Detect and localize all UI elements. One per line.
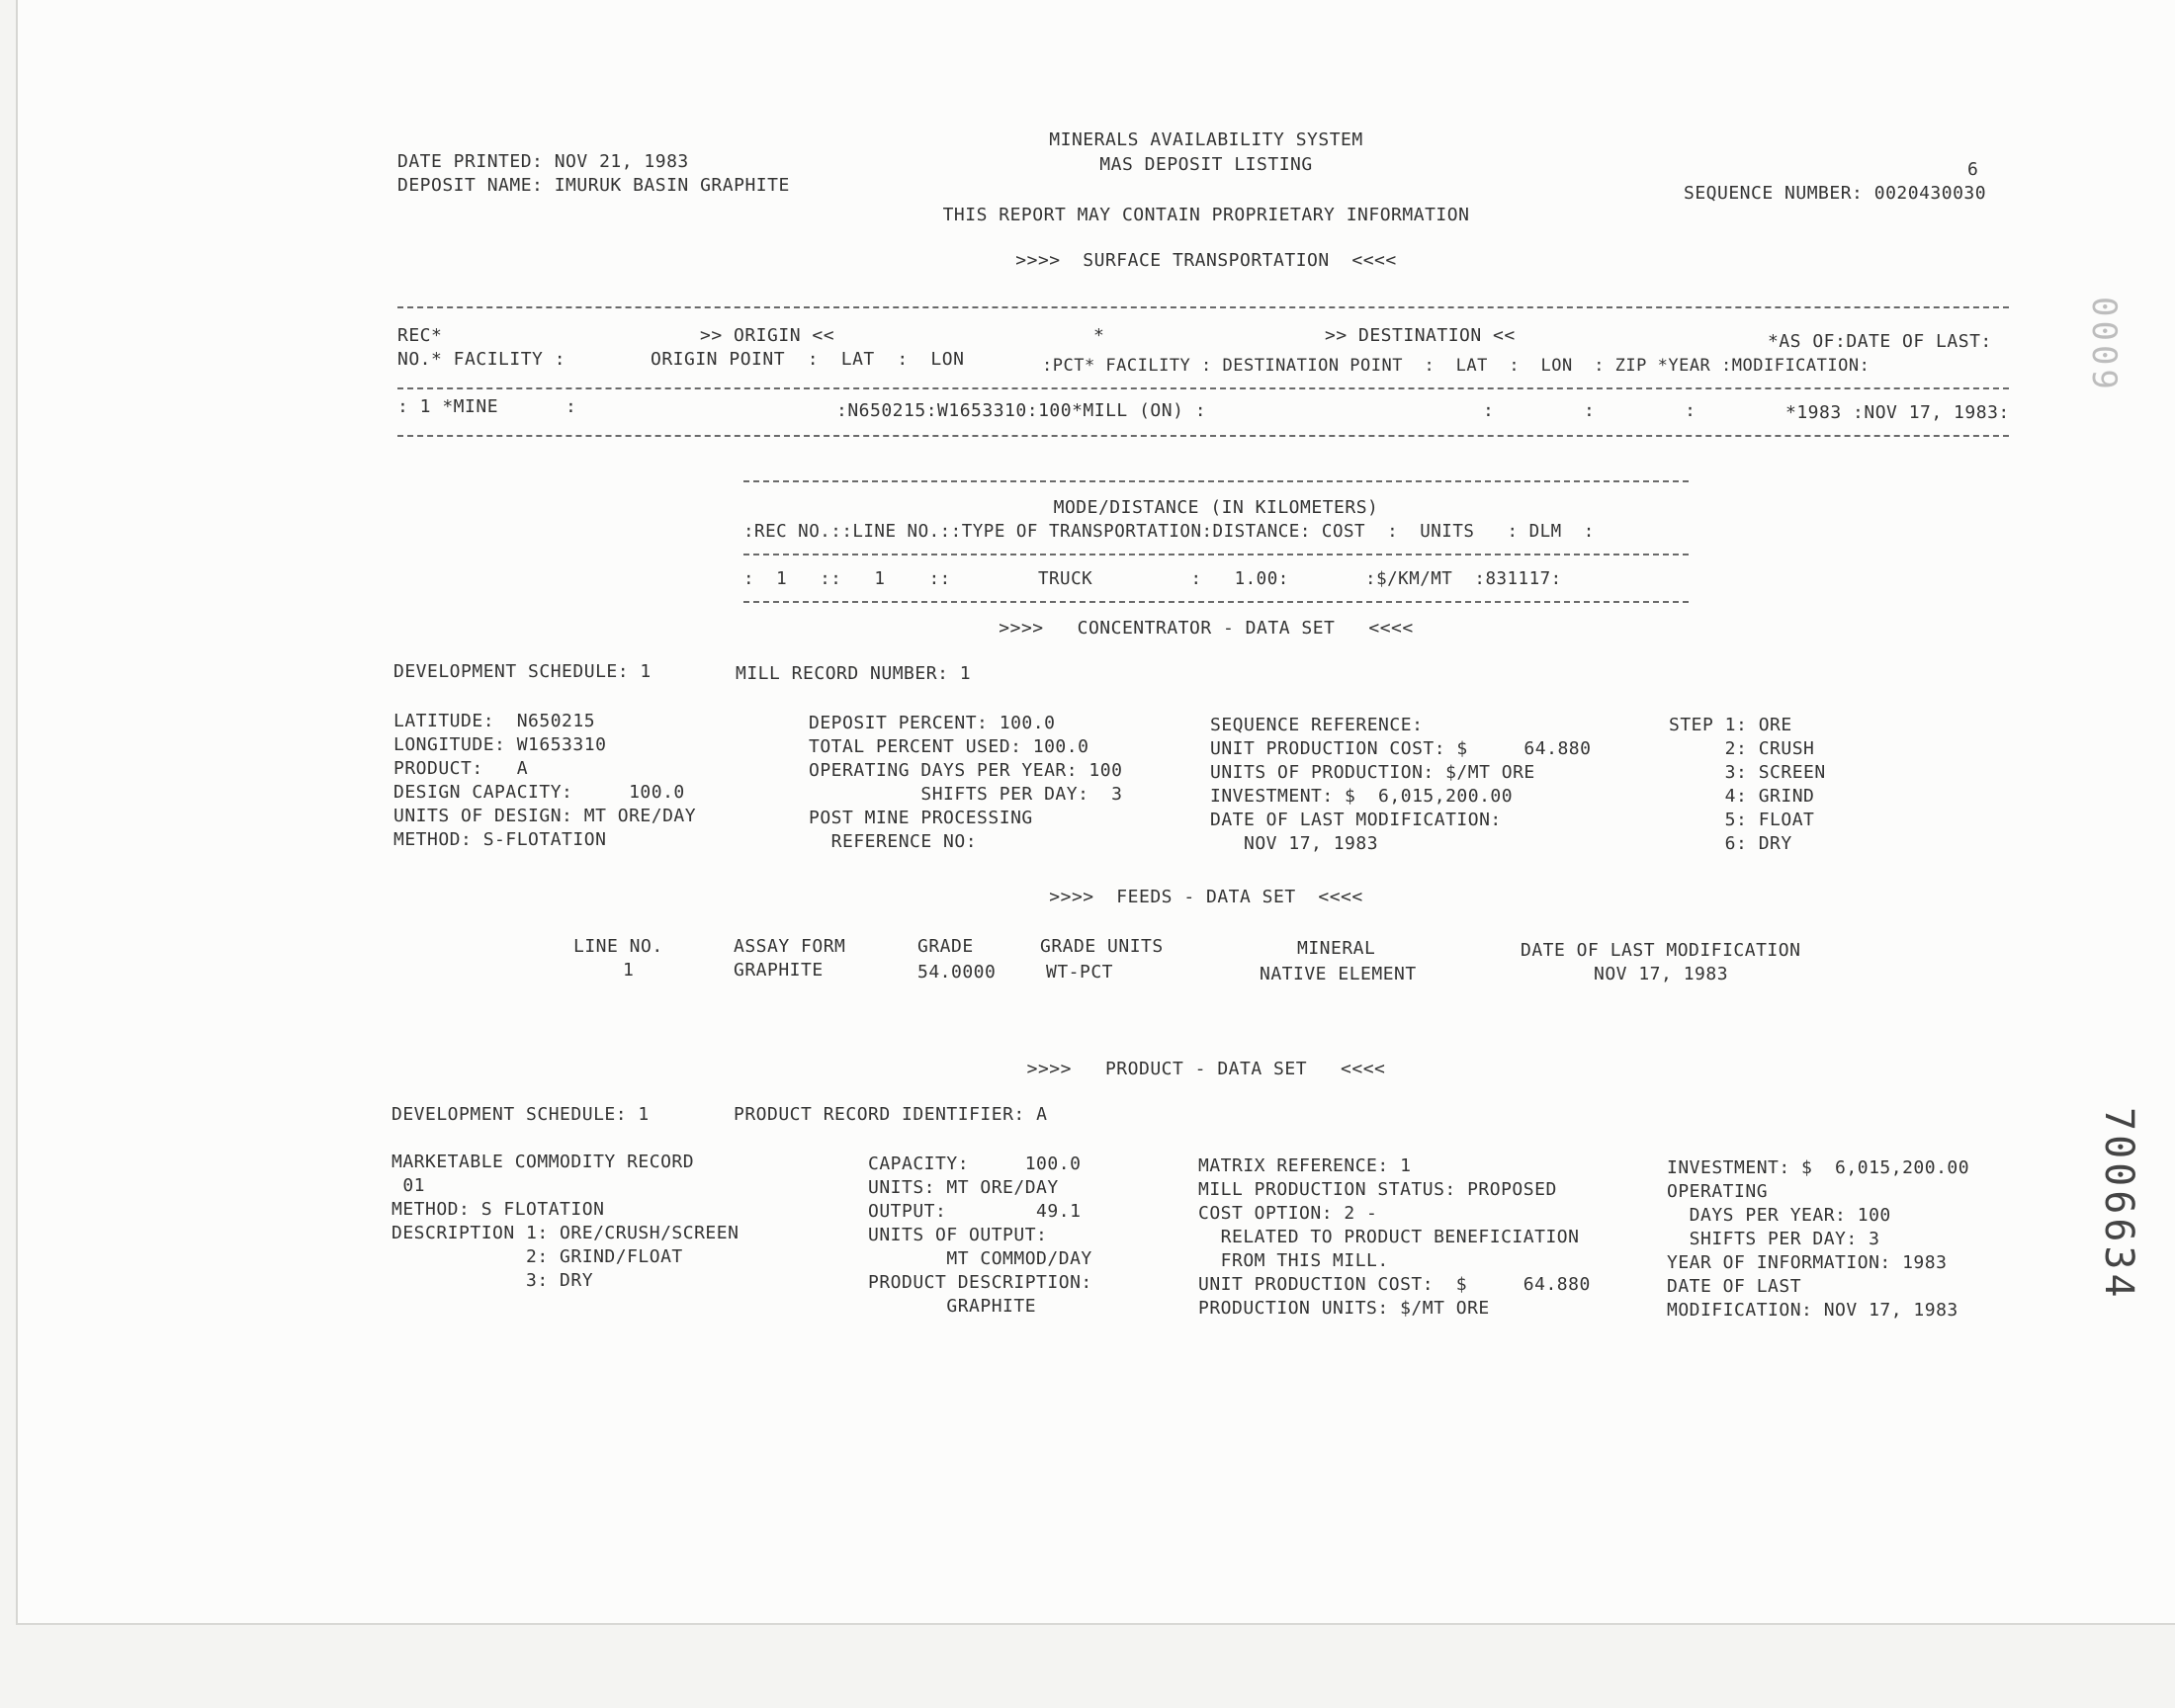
product-line: CAPACITY: 100.0 bbox=[868, 1153, 1082, 1174]
product-line: FROM THIS MILL. bbox=[1198, 1250, 1389, 1271]
surface-h2-origin: ORIGIN POINT : LAT : LON bbox=[651, 349, 965, 370]
feeds-col-mineral: MINERAL bbox=[1297, 938, 1376, 959]
product-line: YEAR OF INFORMATION: 1983 bbox=[1667, 1252, 1948, 1273]
concentrator-title: >>>> CONCENTRATOR - DATA SET <<<< bbox=[999, 618, 1414, 639]
mode-rule-top bbox=[743, 480, 1689, 482]
proprietary-notice: THIS REPORT MAY CONTAIN PROPRIETARY INFORMATION bbox=[942, 205, 1470, 225]
product-column-4 bbox=[1667, 1156, 1969, 1323]
concentrator-line: UNITS OF DESIGN: MT ORE/DAY bbox=[393, 806, 697, 826]
product-line: METHOD: S FLOTATION bbox=[392, 1199, 605, 1220]
concentrator-line: DATE OF LAST MODIFICATION: bbox=[1210, 810, 1502, 830]
product-line: MILL PRODUCTION STATUS: PROPOSED bbox=[1198, 1179, 1557, 1200]
surface-row-tail: *1983 :NOV 17, 1983: bbox=[1785, 402, 2010, 423]
mode-rule-mid bbox=[743, 554, 1689, 555]
product-line: 2: GRIND/FLOAT bbox=[392, 1246, 683, 1267]
feeds-col-date: DATE OF LAST MODIFICATION bbox=[1521, 940, 1801, 961]
surface-row-data: :N650215:W1653310:100*MILL (ON) : bbox=[836, 400, 1207, 421]
concentrator-steps bbox=[1669, 714, 1826, 856]
product-line: INVESTMENT: $ 6,015,200.00 bbox=[1667, 1157, 1970, 1178]
product-line: UNIT PRODUCTION COST: $ 64.880 bbox=[1198, 1274, 1591, 1295]
feeds-col-assay-form: ASSAY FORM bbox=[734, 936, 846, 957]
concentrator-step: 5: FLOAT bbox=[1669, 810, 1815, 830]
date-printed: DATE PRINTED: NOV 21, 1983 bbox=[397, 151, 689, 172]
surface-transportation-title: >>>> SURFACE TRANSPORTATION <<<< bbox=[1015, 250, 1397, 271]
listing-title: MAS DEPOSIT LISTING bbox=[1099, 154, 1313, 175]
feeds-cell: 1 bbox=[623, 960, 635, 981]
surface-h2-destination: :PCT* FACILITY : DESTINATION POINT : LAT : LON : ZIP *YEAR :MODIFICATION: bbox=[1042, 356, 1870, 376]
feeds-col-grade-units: GRADE UNITS bbox=[1040, 936, 1164, 957]
product-column-3 bbox=[1198, 1154, 1591, 1321]
concentrator-line: DEPOSIT PERCENT: 100.0 bbox=[809, 713, 1056, 733]
product-record-identifier: PRODUCT RECORD IDENTIFIER: A bbox=[734, 1104, 1048, 1125]
product-line: MATRIX REFERENCE: 1 bbox=[1198, 1155, 1412, 1176]
system-title: MINERALS AVAILABILITY SYSTEM bbox=[1049, 129, 1363, 150]
concentrator-line: REFERENCE NO: bbox=[809, 831, 978, 852]
concentrator-development-schedule: DEVELOPMENT SCHEDULE: 1 bbox=[393, 661, 652, 682]
product-column-1 bbox=[392, 1151, 739, 1293]
product-line: RELATED TO PRODUCT BENEFICIATION bbox=[1198, 1227, 1580, 1247]
product-line: MARKETABLE COMMODITY RECORD bbox=[392, 1152, 695, 1172]
product-line: UNITS: MT ORE/DAY bbox=[868, 1177, 1059, 1198]
surface-rule-mid bbox=[397, 387, 2009, 389]
feeds-cell: WT-PCT bbox=[1046, 962, 1114, 982]
mode-row-1: : 1 :: 1 :: TRUCK : 1.00: :$/KM/MT :831117: bbox=[743, 569, 1562, 589]
concentrator-column-3 bbox=[1210, 714, 1591, 856]
document-control-stamp: 7006634 bbox=[2096, 1107, 2141, 1302]
concentrator-line: SHIFTS PER DAY: 3 bbox=[809, 784, 1123, 805]
feeds-cell: NOV 17, 1983 bbox=[1594, 964, 1729, 984]
concentrator-column-1 bbox=[393, 710, 696, 852]
product-line: 3: DRY bbox=[392, 1270, 594, 1291]
surface-h1-origin: >> ORIGIN << bbox=[700, 325, 835, 346]
product-title: >>>> PRODUCT - DATA SET <<<< bbox=[1026, 1059, 1386, 1079]
product-line: GRAPHITE bbox=[868, 1296, 1037, 1317]
product-line: MT COMMOD/DAY bbox=[868, 1248, 1092, 1269]
deposit-name: DEPOSIT NAME: IMURUK BASIN GRAPHITE bbox=[397, 175, 790, 196]
concentrator-line: SEQUENCE REFERENCE: bbox=[1210, 715, 1424, 735]
product-line: DESCRIPTION 1: ORE/CRUSH/SCREEN bbox=[392, 1223, 740, 1243]
mode-header: :REC NO.::LINE NO.::TYPE OF TRANSPORTATION:DISTANCE: COST : UNITS : DLM : bbox=[743, 522, 1595, 542]
mill-record-number: MILL RECORD NUMBER: 1 bbox=[736, 663, 972, 684]
concentrator-line: OPERATING DAYS PER YEAR: 100 bbox=[809, 760, 1123, 781]
product-line: UNITS OF OUTPUT: bbox=[868, 1225, 1048, 1245]
surface-h1-asof: *AS OF:DATE OF LAST: bbox=[1768, 331, 1992, 352]
concentrator-step: 4: GRIND bbox=[1669, 786, 1815, 807]
product-line: PRODUCTION UNITS: $/MT ORE bbox=[1198, 1298, 1490, 1319]
feeds-cell: NATIVE ELEMENT bbox=[1260, 964, 1417, 984]
surface-h1-destination: >> DESTINATION << bbox=[1325, 325, 1516, 346]
concentrator-line: PRODUCT: A bbox=[393, 758, 529, 779]
surface-h1-rec: REC* bbox=[397, 325, 443, 346]
product-line: DATE OF LAST bbox=[1667, 1276, 1802, 1297]
concentrator-line: UNITS OF PRODUCTION: $/MT ORE bbox=[1210, 762, 1535, 783]
product-line: 01 bbox=[392, 1175, 426, 1196]
product-development-schedule: DEVELOPMENT SCHEDULE: 1 bbox=[392, 1104, 650, 1125]
product-line: DAYS PER YEAR: 100 bbox=[1667, 1205, 1891, 1226]
page-number: 6 bbox=[1967, 159, 1979, 180]
faint-margin-stamp: 0009 bbox=[2084, 297, 2124, 393]
feeds-col-line-no: LINE NO. bbox=[573, 936, 663, 957]
concentrator-step: 6: DRY bbox=[1669, 833, 1792, 854]
concentrator-line: LATITUDE: N650215 bbox=[393, 711, 596, 731]
product-line: MODIFICATION: NOV 17, 1983 bbox=[1667, 1300, 1958, 1321]
concentrator-line: LONGITUDE: W1653310 bbox=[393, 734, 607, 755]
concentrator-step: 3: SCREEN bbox=[1669, 762, 1826, 783]
sequence-number: SEQUENCE NUMBER: 0020430030 bbox=[1684, 183, 1987, 204]
feeds-cell: GRAPHITE bbox=[734, 960, 824, 981]
feeds-cell: 54.0000 bbox=[917, 962, 997, 982]
surface-rule-bottom bbox=[397, 435, 2009, 437]
feeds-title: >>>> FEEDS - DATA SET <<<< bbox=[1049, 887, 1363, 907]
concentrator-line: TOTAL PERCENT USED: 100.0 bbox=[809, 736, 1089, 757]
concentrator-line: NOV 17, 1983 bbox=[1210, 833, 1379, 854]
product-line: OPERATING bbox=[1667, 1181, 1769, 1202]
surface-row-separators: : : : bbox=[1483, 400, 1696, 421]
product-line: SHIFTS PER DAY: 3 bbox=[1667, 1229, 1880, 1249]
product-line: COST OPTION: 2 - bbox=[1198, 1203, 1378, 1224]
product-column-2 bbox=[868, 1153, 1092, 1319]
surface-h2-rec: NO.* FACILITY : bbox=[397, 349, 566, 370]
concentrator-line: INVESTMENT: $ 6,015,200.00 bbox=[1210, 786, 1514, 807]
product-line: PRODUCT DESCRIPTION: bbox=[868, 1272, 1092, 1293]
mode-distance-title: MODE/DISTANCE (IN KILOMETERS) bbox=[1053, 497, 1379, 518]
mode-rule-bottom bbox=[743, 601, 1689, 603]
surface-h1-star: * bbox=[1093, 325, 1105, 346]
surface-row-rec: : 1 *MINE : bbox=[397, 396, 577, 417]
concentrator-line: DESIGN CAPACITY: 100.0 bbox=[393, 782, 685, 803]
concentrator-step: 2: CRUSH bbox=[1669, 738, 1815, 759]
concentrator-line: POST MINE PROCESSING bbox=[809, 808, 1033, 828]
product-line: OUTPUT: 49.1 bbox=[868, 1201, 1082, 1222]
feeds-col-grade: GRADE bbox=[917, 936, 974, 957]
surface-rule-top bbox=[397, 306, 2009, 308]
concentrator-line: UNIT PRODUCTION COST: $ 64.880 bbox=[1210, 738, 1592, 759]
concentrator-line: METHOD: S-FLOTATION bbox=[393, 829, 607, 850]
concentrator-step: STEP 1: ORE bbox=[1669, 715, 1792, 735]
concentrator-column-2 bbox=[809, 712, 1122, 854]
